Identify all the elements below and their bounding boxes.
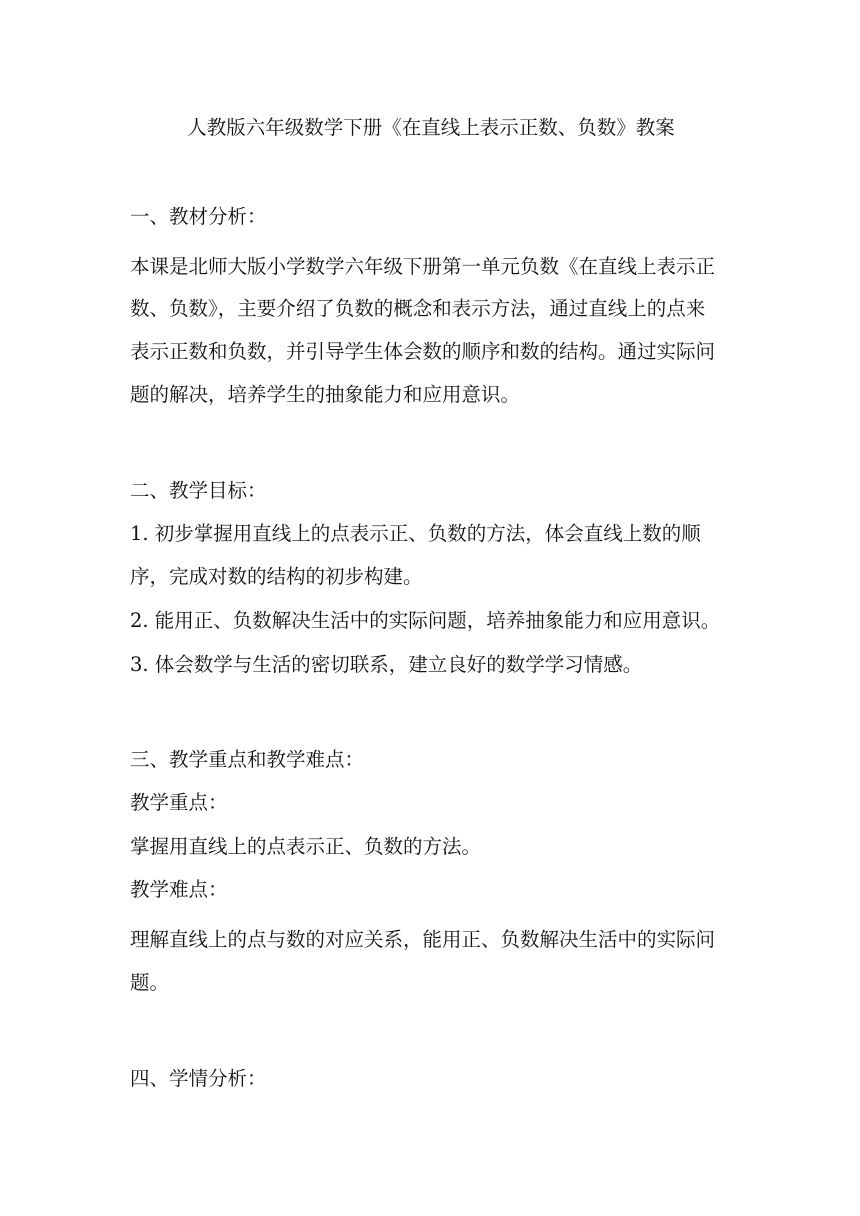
focus-label: 教学重点： xyxy=(130,791,228,814)
paragraph-line: 题的解决，培养学生的抽象能力和应用意识。 xyxy=(130,383,521,406)
section-heading-analysis: 一、教材分析： xyxy=(130,205,267,228)
section-heading-goals: 二、教学目标： xyxy=(130,479,267,502)
goal-line: 3. 体会数学与生活的密切联系，建立良好的数学学习情感。 xyxy=(130,653,643,676)
goal-line: 1. 初步掌握用直线上的点表示正、负数的方法，体会直线上数的顺 xyxy=(130,522,701,545)
focus-text: 掌握用直线上的点表示正、负数的方法。 xyxy=(130,835,482,858)
paragraph-line: 本课是北师大版小学数学六年级下册第一单元负数《在直线上表示正 xyxy=(130,255,716,278)
difficulty-label: 教学难点： xyxy=(130,878,228,901)
section-heading-key-points: 三、教学重点和教学难点： xyxy=(130,748,365,771)
section-heading-students: 四、学情分析： xyxy=(130,1067,267,1090)
difficulty-line: 理解直线上的点与数的对应关系，能用正、负数解决生活中的实际问 xyxy=(130,928,716,951)
paragraph-line: 数、负数》，主要介绍了负数的概念和表示方法，通过直线上的点来 xyxy=(130,297,706,320)
document-title: 人教版六年级数学下册《在直线上表示正数、负数》教案 xyxy=(187,116,675,139)
goal-line: 序，完成对数的结构的初步构建。 xyxy=(130,565,423,588)
difficulty-line: 题。 xyxy=(130,971,170,994)
goal-line: 2. 能用正、负数解决生活中的实际问题，培养抽象能力和应用意识。 xyxy=(130,609,721,632)
paragraph-line: 表示正数和负数，并引导学生体会数的顺序和数的结构。通过实际问 xyxy=(130,340,716,363)
